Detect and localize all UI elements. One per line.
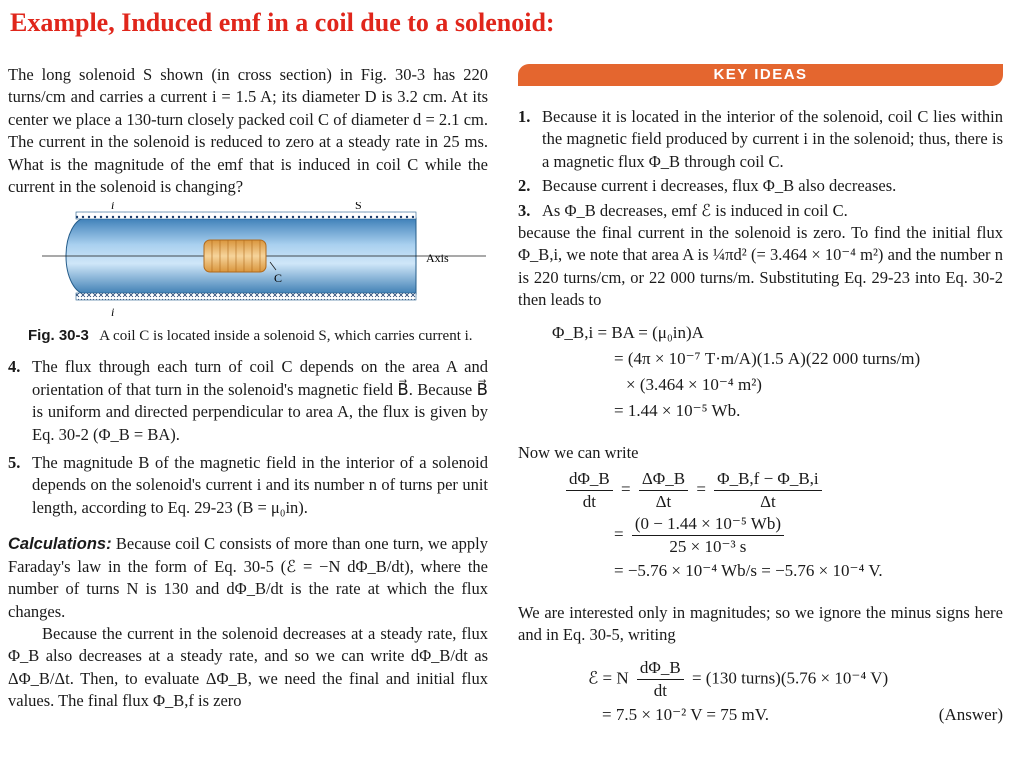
equation-line: = (4π × 10⁻⁷ T·m/A)(1.5 A)(22 000 turns/m) [614,348,921,368]
key-idea-number: 5. [8,453,21,473]
now-we-can-write: Now we can write [518,442,639,462]
key-idea-5 [8,452,488,519]
rate-equation [518,468,1003,584]
key-idea-number: 3. [518,200,531,220]
key-ideas-header: KEY IDEAS [518,64,1003,86]
numerator: dΦ_B [637,657,684,680]
solenoid-figure [8,202,488,320]
calculations-label: Calculations: [8,535,112,554]
rate-equation-line-1: $\frac{d\Phi\_B}{dt}$ = $\frac{\Delta\Phi\_B}{\Delta t}$ = $\frac{\Phi\_B,f - \Phi\_B,i}{\Delta t}$ [518,468,1003,513]
key-idea-text: Because it is located in the interior of the solenoid, coil C lies within the magnetic field produced by current i in the solenoid; thus, there is a magnetic flux Φ_B through coil C. [542,107,1003,171]
fraction [639,468,688,513]
key-idea-text: Because current i decreases, flux Φ_B also decreases. [542,176,897,196]
calculations-text: Because coil C consists of more than one turn, we apply Faraday's law in the form of Eq. 30-5 (ℰ = −N dΦ_B/dt), where the number of turns N is 130 and dΦ_B/dt is the rate at which the flux changes. [8,534,489,621]
emf-equation-line-2 [518,702,1003,728]
right-column [518,64,1003,728]
denominator: Δt [655,492,672,512]
current-label-top: i [111,202,115,213]
denominator: Δt [760,492,776,512]
rate-equation-line-2: = $\frac{\text{(0 − 1.44 × 10⁻⁵ Wb)}}{\text{25 × 10⁻³ s}}$ [518,513,1003,558]
fraction [714,468,822,513]
figure-caption-text: A coil C is located inside a solenoid S, which carries current i. [99,328,473,345]
emf-equation [518,657,1003,728]
figure-caption [28,326,488,346]
key-idea-4 [8,356,488,446]
numerator: dΦ_B [566,468,613,491]
emf-lhs: ℰ = N [588,668,629,688]
numerator: ΔΦ_B [639,468,688,491]
key-idea-number: 4. [8,357,21,377]
calculations-paragraph [8,533,488,623]
magnitude-paragraph: We are interested only in magnitudes; so we ignore the minus signs here and in Eq. 30-5, writing [518,603,1003,645]
initial-flux-equation [518,320,1003,424]
page-title: Example, Induced emf in a coil due to a solenoid: [10,8,555,37]
numerator: (0 − 1.44 × 10⁻⁵ Wb) [632,513,784,536]
key-idea-number: 1. [518,107,531,126]
fraction [566,468,613,513]
fraction [637,657,684,702]
fraction [632,513,784,558]
coil-label: C [274,271,283,286]
denominator: dt [582,492,596,512]
equation-line: Φ_B,i = BA = (μ₀in)A [552,322,704,342]
key-idea-text: The flux through each turn of coil C depends on the area A and orientation of that turn in the solenoid's magnetic field B⃗. Because B⃗ is uniform and directed perpendicular to area A, the flux is given by Eq. 30-2 (Φ_B = BA). [32,357,488,444]
key-idea-1 [518,106,1003,173]
equation-line: = −5.76 × 10⁻⁴ Wb/s = −5.76 × 10⁻⁴ V. [614,561,883,581]
left-column [8,64,488,713]
key-idea-3 [518,200,1003,222]
calculations-paragraph-2: Because the current in the solenoid decreases at a steady rate, flux Φ_B also decreases at a steady rate, and so we can write dΦ_B/dt as ΔΦ_B/Δt. Then, to evaluate ΔΦ_B, we need the final and initial flux values. The final flux Φ_B,f is zero [8,623,488,711]
current-label-bottom: i [111,305,115,320]
equation-line: = 1.44 × 10⁻⁵ Wb. [614,400,741,420]
denominator: dt [653,680,667,700]
figure-caption-label: Fig. 30-3 [28,327,89,345]
numerator: Φ_B,f − Φ_B,i [714,468,822,491]
axis-label: Axis [426,251,449,266]
solenoid-label: S [355,202,362,213]
key-idea-number: 2. [518,176,531,196]
problem-statement: The long solenoid S shown (in cross section) in Fig. 30-3 has 220 turns/cm and carries a current i = 1.5 A; its diameter D is 3.2 cm. At its center we place a 130-turn closely packed coil C of diameter d = 2.1 cm. The current in the solenoid is reduced to zero at a steady rate in 25 ms. What is the magnitude of the emf that is induced in coil C while the current in the solenoid is changing? [8,65,488,197]
flux-paragraph: because the final current in the solenoid is zero. To find the initial flux Φ_B,i, we note that area A is ¼πd² (= 3.464 × 10⁻⁴ m²) and the number n is 220 turns/cm, or 22 000 turns/m. Substituting Eq. 29-23 into Eq. 30-2 then leads to [518,223,1003,310]
key-idea-2 [518,175,1003,197]
emf-rhs: = (130 turns)(5.76 × 10⁻⁴ V) [691,668,889,688]
answer-label: (Answer) [938,704,1003,724]
solenoid-diagram [8,202,488,320]
key-idea-text: As Φ_B decreases, emf ℰ is induced in coil C. [542,200,848,220]
key-idea-text: The magnitude B of the magnetic field in the interior of a solenoid depends on the solenoid's current i and its number n of turns per unit length, according to Eq. 29-23 (B = μ₀in). [32,453,488,517]
emf-equation-line-1 [518,657,1003,702]
denominator: 25 × 10⁻³ s [669,537,747,557]
emf-result: = 7.5 × 10⁻² V = 75 mV. [602,704,770,724]
equation-line: × (3.464 × 10⁻⁴ m²) [626,374,762,394]
